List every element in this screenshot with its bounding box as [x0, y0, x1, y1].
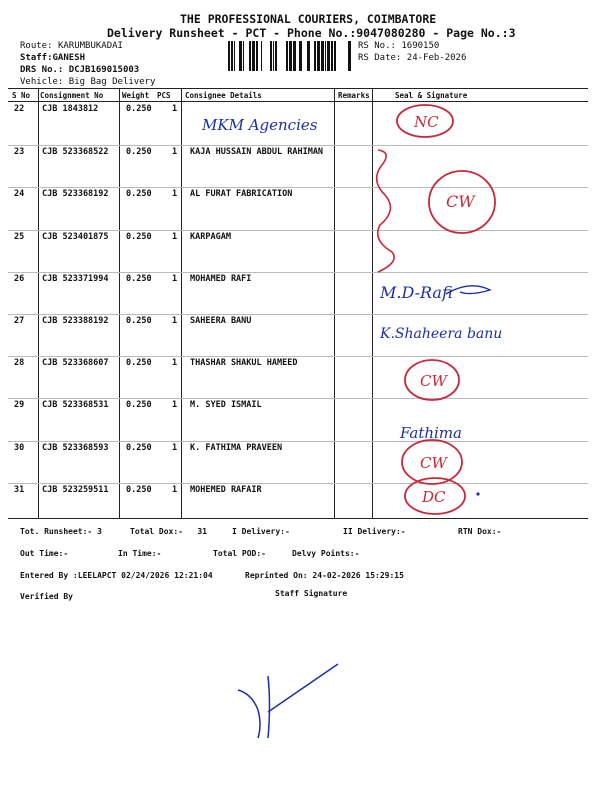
col-header-seal-signature: Seal & Signature	[395, 91, 468, 100]
row-sno: 31	[14, 485, 25, 495]
row-consignment-no: CJB 1843812	[42, 104, 99, 114]
row-consignee: K. FATHIMA PRAVEEN	[190, 443, 283, 453]
col-header-remarks: Remarks	[338, 91, 370, 100]
verified-by: Verified By	[20, 592, 73, 601]
row-sno: 22	[14, 104, 25, 114]
bracket-stroke	[377, 150, 394, 272]
row-pcs: 1	[172, 232, 178, 242]
row-pcs: 1	[172, 274, 178, 284]
row26-signature: M.D-Rafi	[380, 283, 453, 302]
tot-runsheet: Tot. Runsheet:- 3	[20, 527, 102, 536]
row22-handwritten-consignee: MKM Agencies	[202, 116, 318, 134]
route-value: KARUMBUKADAI	[57, 41, 123, 51]
runsheet-subtitle: Delivery Runsheet - PCT - Phone No.:9047080280 - Page No.:3	[107, 26, 516, 40]
row-consignment-no: CJB 523368522	[42, 147, 109, 157]
row-consignment-no: CJB 523368607	[42, 358, 109, 368]
in-time: In Time:-	[118, 549, 162, 558]
staff-signature: Staff Signature	[275, 589, 348, 598]
row-consignment-no: CJB 523371994	[42, 274, 109, 284]
staff-label: Staff:	[20, 53, 53, 63]
row28-stamp-text: CW	[420, 372, 447, 390]
row-pcs: 1	[172, 400, 178, 410]
row-weight: 0.250	[126, 104, 152, 114]
row-consignee: AL FURAT FABRICATION	[190, 189, 293, 199]
staff-value: GANESH	[52, 53, 86, 63]
vehicle-value: Big Bag Delivery	[68, 77, 156, 87]
row-consignee: M. SYED ISMAIL	[190, 400, 262, 410]
rtn-dox: RTN Dox:-	[458, 527, 502, 536]
row-weight: 0.250	[126, 443, 152, 453]
out-time: Out Time:-	[20, 549, 69, 558]
rs-no-value: 1690150	[401, 41, 440, 51]
row-pcs: 1	[172, 485, 178, 495]
company-title: THE PROFESSIONAL COURIERS, COIMBATORE	[180, 12, 437, 26]
row-consignee: MOHEMED RAFAIR	[190, 485, 262, 495]
row-consignment-no: CJB 523368593	[42, 443, 109, 453]
row-consignee: SAHEERA BANU	[190, 316, 252, 326]
total-pod: Total POD:-	[213, 549, 266, 558]
row-weight: 0.250	[126, 400, 152, 410]
col-header-pcs: PCS	[157, 91, 171, 100]
row-pcs: 1	[172, 147, 178, 157]
col-header-consignment: Consignment No	[40, 91, 104, 100]
rs-date-label: RS Date:	[358, 53, 402, 63]
row-pcs: 1	[172, 316, 178, 326]
row30-stamp-text: CW	[420, 454, 447, 472]
ii-delivery: II Delivery:-	[343, 527, 406, 536]
col-header-weight: Weight	[122, 91, 150, 100]
row-sno: 30	[14, 443, 25, 453]
row-weight: 0.250	[126, 316, 152, 326]
row-weight: 0.250	[126, 485, 152, 495]
row-sno: 24	[14, 189, 25, 199]
row-pcs: 1	[172, 104, 178, 114]
row-consignment-no: CJB 523401875	[42, 232, 109, 242]
row24-stamp-text: CW	[446, 192, 475, 211]
row-consignee: THASHAR SHAKUL HAMEED	[190, 358, 298, 368]
row-consignee: KAJA HUSSAIN ABDUL RAHIMAN	[190, 147, 324, 157]
row-consignee: MOHAMED RAFI	[190, 274, 252, 284]
row-weight: 0.250	[126, 147, 152, 157]
row30-handwritten-name: Fathima	[400, 424, 462, 442]
vehicle-label: Vehicle:	[20, 77, 64, 87]
row-weight: 0.250	[126, 232, 152, 242]
drs-label: DRS No.:	[20, 65, 64, 75]
row-consignment-no: CJB 523388192	[42, 316, 109, 326]
row31-stamp-text: DC	[422, 488, 446, 506]
row-sno: 26	[14, 274, 25, 284]
row-weight: 0.250	[126, 358, 152, 368]
verifier-signature	[238, 664, 338, 738]
i-delivery: I Delivery:-	[232, 527, 290, 536]
total-dox: Total Dox:- 31	[130, 527, 208, 536]
row-sno: 25	[14, 232, 25, 242]
col-header-sno: S No	[12, 91, 31, 100]
rs-no-label: RS No.:	[358, 41, 396, 51]
row-consignment-no: CJB 523259511	[42, 485, 109, 495]
rs-date-value: 24-Feb-2026	[406, 53, 467, 63]
row-sno: 23	[14, 147, 25, 157]
row-weight: 0.250	[126, 189, 152, 199]
row-pcs: 1	[172, 443, 178, 453]
row-sno: 27	[14, 316, 25, 326]
col-header-consignee: Consignee Details	[185, 91, 262, 100]
row-sno: 29	[14, 400, 25, 410]
route-label: Route:	[20, 41, 53, 51]
drs-value: DCJB169015003	[68, 65, 140, 75]
row27-signature: K.Shaheera banu	[380, 326, 503, 342]
row22-stamp-text: NC	[414, 113, 439, 131]
row-consignment-no: CJB 523368531	[42, 400, 109, 410]
row31-ink-dot	[476, 492, 479, 495]
row-weight: 0.250	[126, 274, 152, 284]
row-pcs: 1	[172, 189, 178, 199]
row-sno: 28	[14, 358, 25, 368]
entered-by: Entered By :LEELAPCT 02/24/2026 12:21:04	[20, 571, 213, 580]
row-pcs: 1	[172, 358, 178, 368]
reprinted-on: Reprinted On: 24-02-2026 15:29:15	[245, 571, 404, 580]
delvy-points: Delvy Points:-	[292, 549, 360, 558]
row-consignment-no: CJB 523368192	[42, 189, 109, 199]
row-consignee: KARPAGAM	[190, 232, 231, 242]
